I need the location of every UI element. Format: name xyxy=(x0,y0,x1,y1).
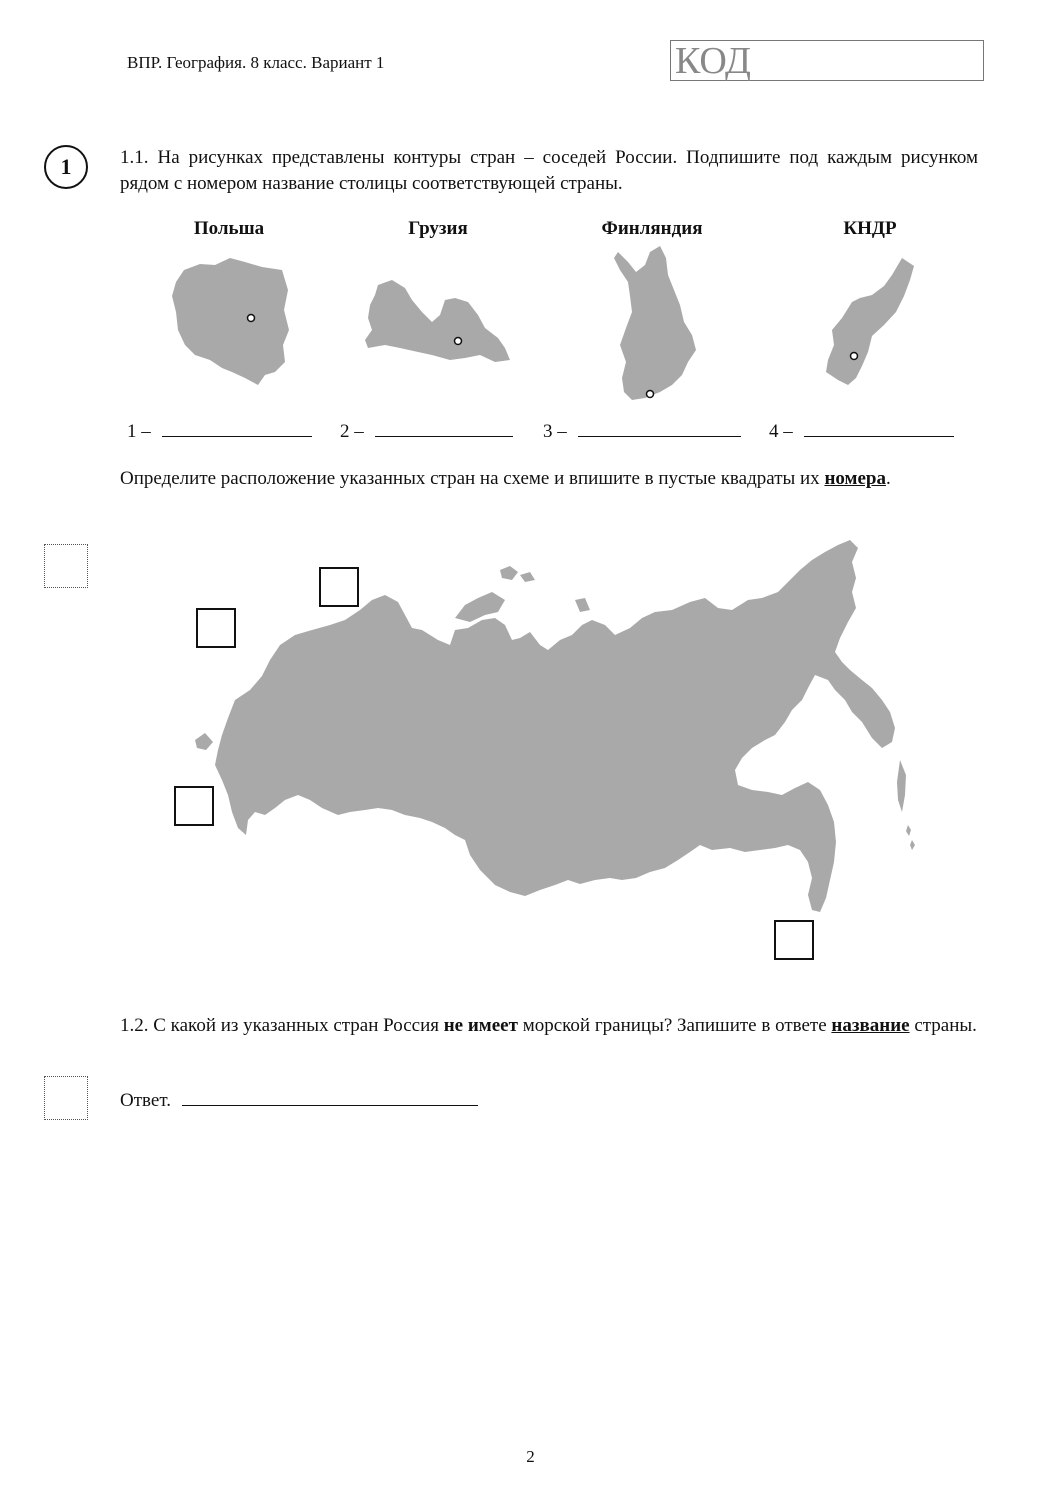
country-name-georgia: Грузия xyxy=(408,218,468,239)
question-1-1-text: 1.1. На рисунках представлены контуры стран – соседей России. Подпишите под каждым рисунком рядом с номером название столицы соответствующей страны. xyxy=(120,147,978,194)
country-name-dprk: КНДР xyxy=(843,218,897,239)
answer-label-2: 2 – xyxy=(340,421,364,442)
answer-label-3: 3 – xyxy=(543,421,567,442)
kuril-islands xyxy=(906,825,915,850)
question-1-2-text: 1.2. С какой из указанных стран Россия не имеет морской границы? Запишите в ответе название страны. xyxy=(120,1015,977,1036)
country-name-finland: Финляндия xyxy=(601,218,703,239)
russia-outline xyxy=(215,540,895,912)
instruction-bold: номера xyxy=(824,468,886,489)
q2-bold-1: не имеет xyxy=(443,1015,518,1036)
kaliningrad-exclave xyxy=(195,733,213,750)
header-title: ВПР. География. 8 класс. Вариант 1 xyxy=(127,53,385,72)
arctic-islands xyxy=(500,566,708,612)
answer-label: Ответ. xyxy=(120,1090,171,1111)
map-answer-box-finland[interactable] xyxy=(319,567,359,607)
answer-label-1: 1 – xyxy=(127,421,151,442)
task-number: 1 xyxy=(44,145,88,189)
final-answer-row xyxy=(120,1087,478,1112)
code-label: КОД xyxy=(675,40,751,82)
page-number: 2 xyxy=(526,1447,535,1466)
final-answer-input[interactable] xyxy=(182,1087,478,1106)
country-name-poland: Польша xyxy=(193,218,265,239)
map-answer-box-georgia[interactable] xyxy=(174,786,214,826)
q2-bold-2: название xyxy=(831,1015,910,1036)
novaya-zemlya-island xyxy=(455,592,505,622)
instruction-text: Определите расположение указанных стран на схеме и впишите в пустые квадраты их номера. xyxy=(120,468,891,489)
sakhalin-island xyxy=(897,760,906,812)
map-answer-box-poland[interactable] xyxy=(196,608,236,648)
map-answer-box-dprk[interactable] xyxy=(774,920,814,960)
score-box-1-2[interactable] xyxy=(44,1076,88,1120)
answer-label-4: 4 – xyxy=(769,421,793,442)
